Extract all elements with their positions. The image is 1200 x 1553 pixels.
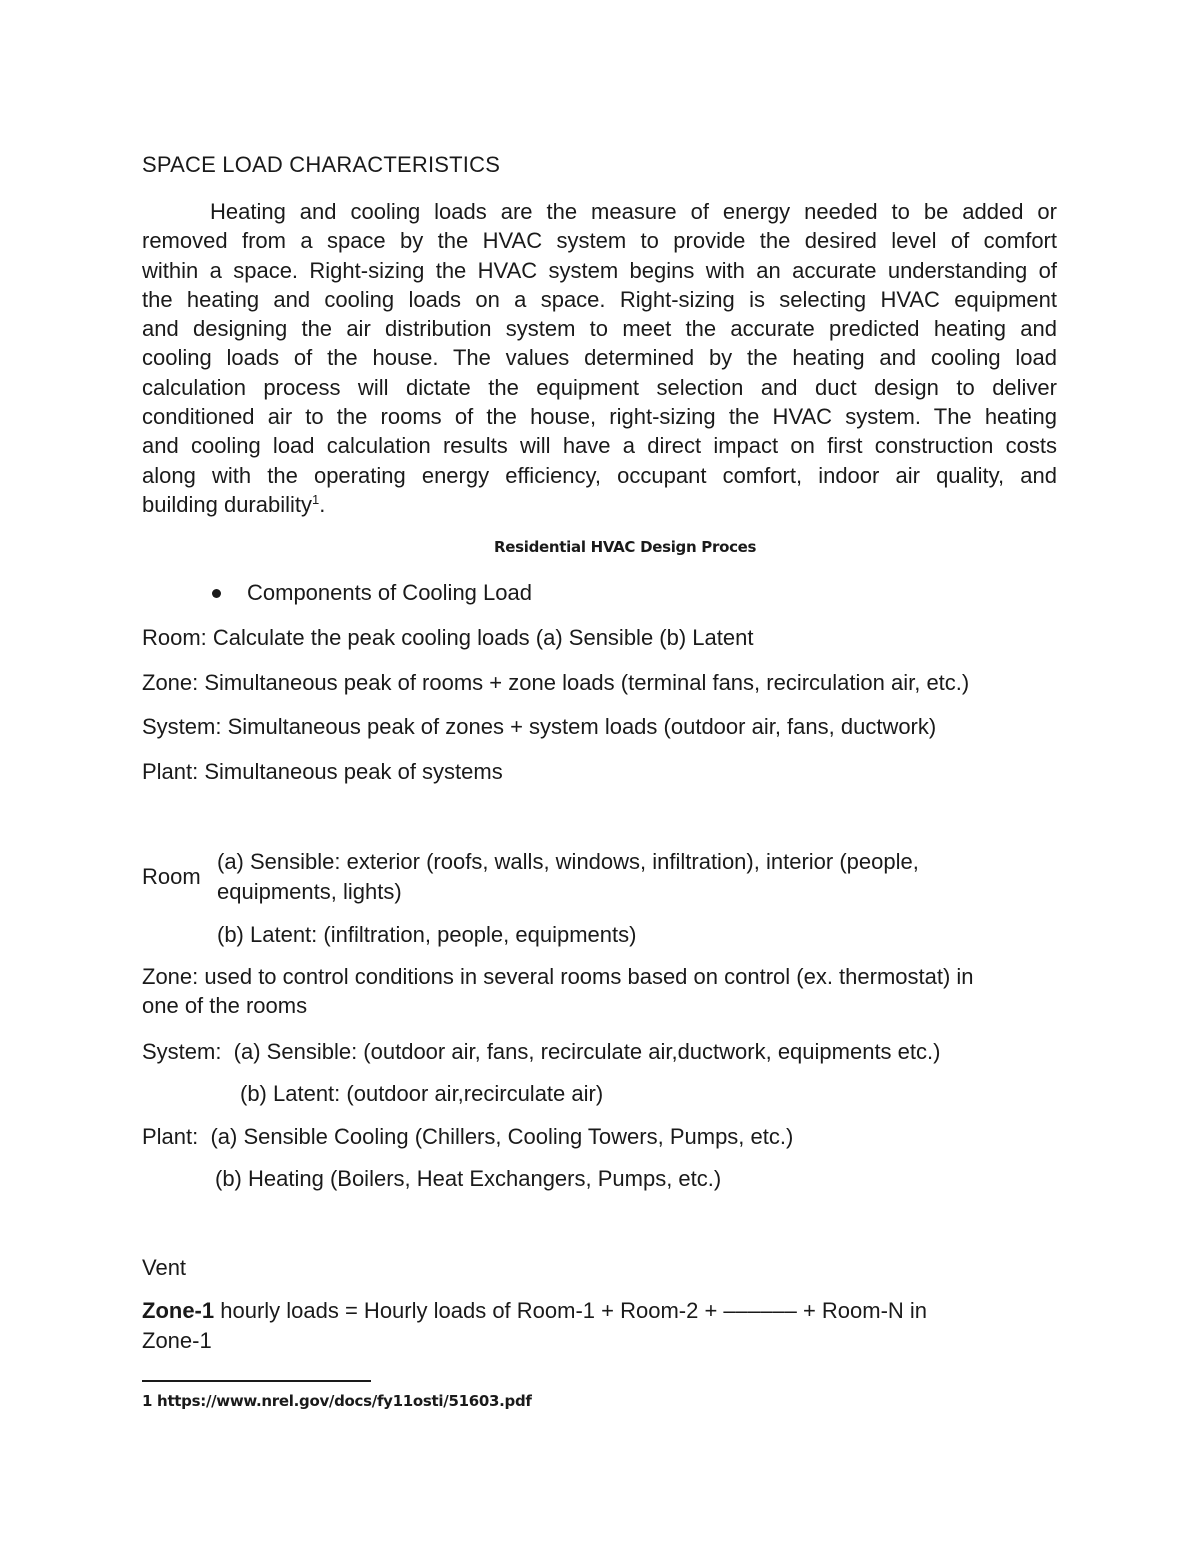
room-sensible-line: equipments, lights) bbox=[217, 879, 402, 904]
paragraph-line: building durability bbox=[142, 491, 312, 517]
paragraph-line: along with the operating energy efficiency, occupant comfort, indoor air quality, and bbox=[142, 462, 1057, 488]
system-sensible: System: (a) Sensible: (outdoor air, fans, recirculate air,ductwork, equipments etc.) bbox=[142, 1039, 941, 1064]
room-latent: (b) Latent: (infiltration, people, equipments) bbox=[217, 922, 637, 947]
page-heading: SPACE LOAD CHARACTERISTICS bbox=[142, 152, 501, 177]
component-system: System: Simultaneous peak of zones + system loads (outdoor air, fans, ductwork) bbox=[142, 714, 937, 739]
component-room: Room: Calculate the peak cooling loads (a) Sensible (b) Latent bbox=[142, 625, 754, 650]
zone1-term: Zone-1 bbox=[142, 1298, 215, 1323]
zone1-formula bbox=[142, 1296, 927, 1326]
system-latent: (b) Latent: (outdoor air,recirculate air) bbox=[240, 1081, 604, 1106]
zone1-formula-line: Zone-1 bbox=[142, 1328, 212, 1353]
plant-cooling: Plant: (a) Sensible Cooling (Chillers, Cooling Towers, Pumps, etc.) bbox=[142, 1124, 794, 1149]
paragraph-line: and designing the air distribution system to meet the accurate predicted heating and bbox=[142, 316, 1057, 342]
zone1-formula-text: hourly loads = Hourly loads of Room-1 + Room-2 + –––––– + Room-N in bbox=[214, 1298, 928, 1323]
paragraph-line: conditioned air to the rooms of the house, right-sizing the HVAC system. The heating bbox=[142, 404, 1057, 430]
paragraph-line: calculation process will dictate the equipment selection and duct design to deliver bbox=[142, 374, 1057, 400]
room-sensible-line: (a) Sensible: exterior (roofs, walls, windows, infiltration), interior (people, bbox=[217, 849, 919, 874]
paragraph-line: removed from a space by the HVAC system to provide the desired level of comfort bbox=[142, 228, 1057, 254]
zone-detail-line: Zone: used to control conditions in several rooms based on control (ex. thermostat) in bbox=[142, 964, 974, 989]
footnote-separator bbox=[142, 1380, 371, 1382]
bullet-item: Components of Cooling Load bbox=[247, 580, 532, 605]
room-label: Room bbox=[142, 864, 201, 889]
paragraph-line: the heating and cooling loads on a space. Right-sizing is selecting HVAC equipment bbox=[142, 286, 1057, 312]
footnote-reference[interactable]: 1 bbox=[312, 491, 320, 507]
paragraph-end: . bbox=[319, 491, 326, 517]
bullet-icon bbox=[212, 589, 221, 598]
paragraph-line: within a space. Right-sizing the HVAC system begins with an accurate understanding of bbox=[142, 257, 1057, 283]
component-plant: Plant: Simultaneous peak of systems bbox=[142, 759, 503, 784]
paragraph-line: and cooling load calculation results will have a direct impact on first construction costs bbox=[142, 433, 1057, 459]
paragraph-line: Heating and cooling loads are the measure of energy needed to be added or bbox=[210, 199, 1057, 224]
footnote-text[interactable]: 1 https://www.nrel.gov/docs/fy11osti/51603.pdf bbox=[142, 1392, 532, 1410]
figure-caption: Residential HVAC Design Proces bbox=[494, 538, 757, 556]
intro-paragraph bbox=[142, 197, 1057, 519]
paragraph-last-line bbox=[142, 490, 1057, 519]
component-zone: Zone: Simultaneous peak of rooms + zone loads (terminal fans, recirculation air, etc.) bbox=[142, 670, 970, 695]
paragraph-line: cooling loads of the house. The values determined by the heating and cooling load bbox=[142, 345, 1057, 371]
vent-label: Vent bbox=[142, 1255, 187, 1280]
plant-heating: (b) Heating (Boilers, Heat Exchangers, Pumps, etc.) bbox=[215, 1166, 722, 1191]
zone-detail-line: one of the rooms bbox=[142, 993, 308, 1018]
